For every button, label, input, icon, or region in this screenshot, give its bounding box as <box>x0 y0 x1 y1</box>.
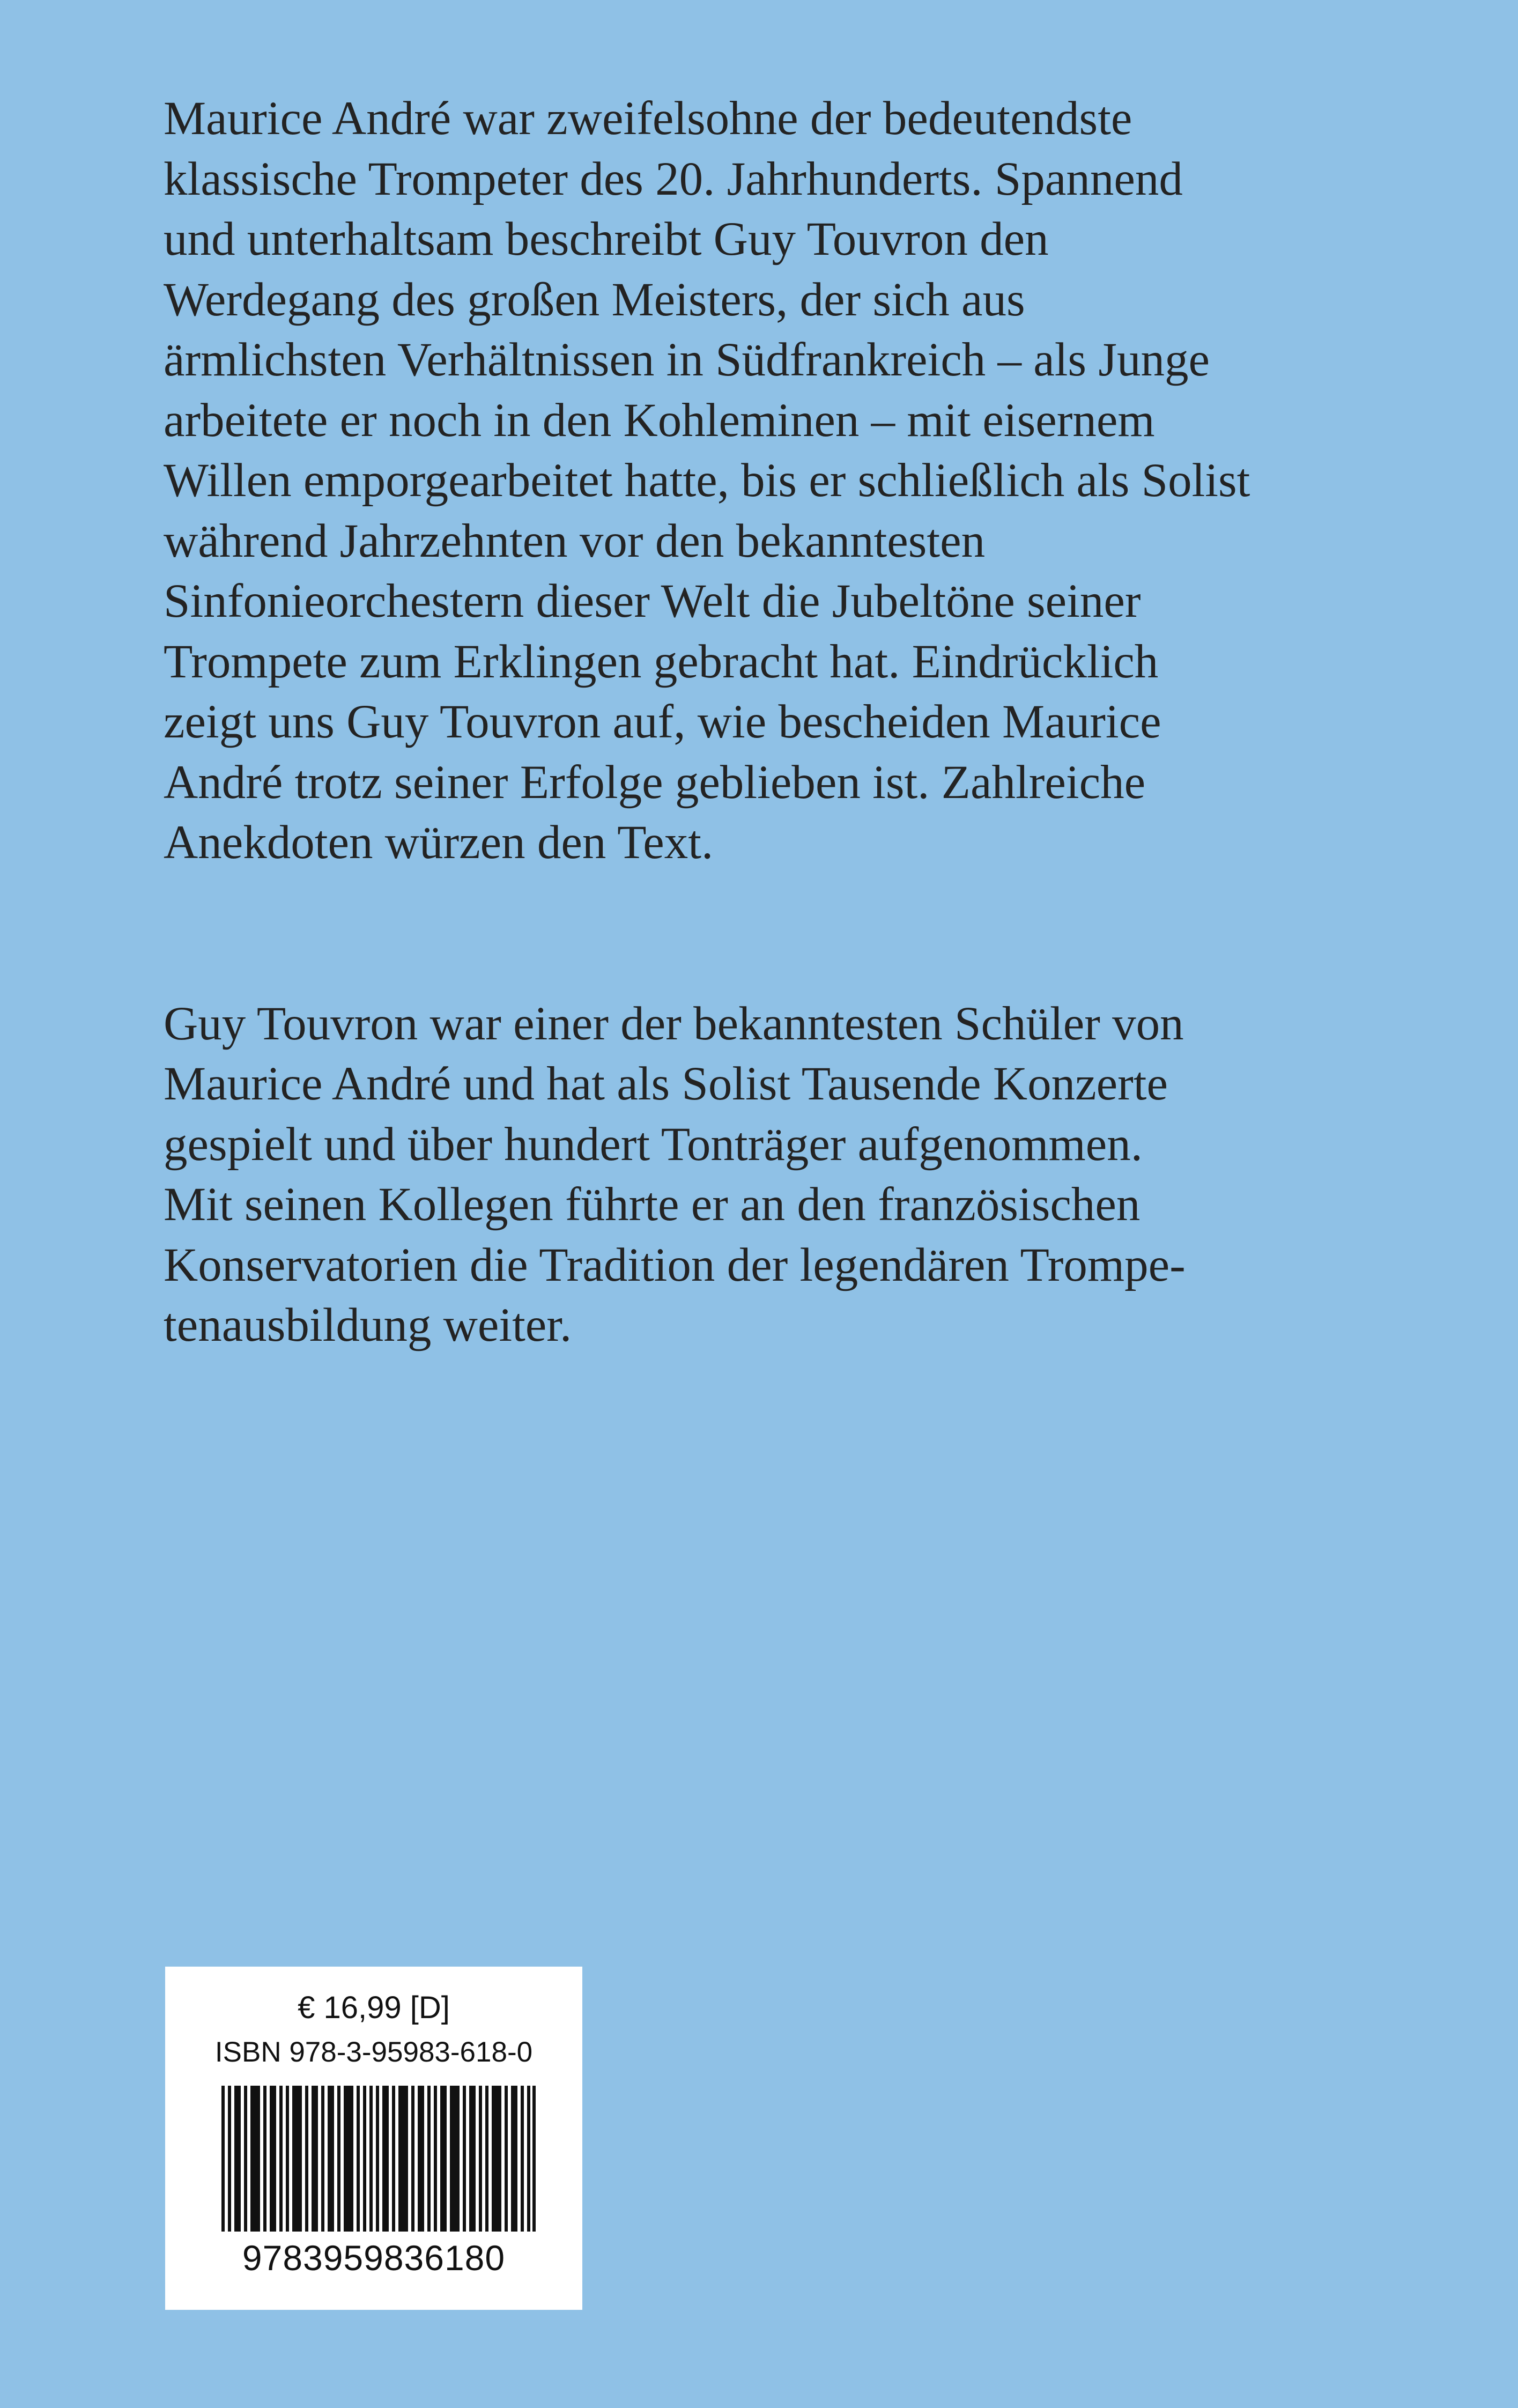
barcode-icon <box>221 2086 536 2232</box>
description-line: klassische Trompeter des 20. Jahrhunderts. Spannend <box>164 152 1183 205</box>
author-bio-line: Mit seinen Kollegen führte er an den französischen <box>164 1178 1141 1231</box>
description-line: ärmlichsten Verhältnissen in Südfrankreich – als Junge <box>164 334 1210 386</box>
description-line: Willen emporgearbeitet hatte, bis er schließlich als Solist <box>164 454 1250 507</box>
description-line: und unterhaltsam beschreibt Guy Touvron den <box>164 213 1049 265</box>
description-line: André trotz seiner Erfolge geblieben ist. Zahlreiche <box>164 756 1146 809</box>
author-bio-line: Konservatorien die Tradition der legendären Trompe- <box>164 1238 1186 1291</box>
description-line: während Jahrzehnten vor den bekanntesten <box>164 514 986 567</box>
description-line: Werdegang des großen Meisters, der sich aus <box>164 273 1025 326</box>
ean-number: 9783959836180 <box>242 2238 506 2278</box>
author-bio-line: Maurice André und hat als Solist Tausende Konzerte <box>164 1058 1168 1110</box>
back-cover-description <box>164 88 1375 1356</box>
description-line: Sinfonieorchestern dieser Welt die Jubeltöne seiner <box>164 575 1141 627</box>
author-bio-line: Guy Touvron war einer der bekanntesten Schüler von <box>164 997 1184 1050</box>
description-line: Maurice André war zweifelsohne der bedeutendste <box>164 92 1132 145</box>
barcode-label <box>165 1967 582 2310</box>
isbn-text: ISBN 978-3-95983-618-0 <box>214 2036 533 2068</box>
description-line: Trompete zum Erklingen gebracht hat. Eindrücklich <box>164 635 1159 688</box>
paragraph-spacer <box>164 873 1375 994</box>
description-line: arbeitete er noch in den Kohleminen – mit eisernem <box>164 394 1155 447</box>
price-text: € 16,99 [D] <box>298 1990 450 2025</box>
author-bio-line: gespielt und über hundert Tonträger aufgenommen. <box>164 1118 1143 1171</box>
description-line: Anekdoten würzen den Text. <box>164 816 714 869</box>
description-line: zeigt uns Guy Touvron auf, wie bescheiden Maurice <box>164 696 1161 748</box>
author-bio-line: tenausbildung weiter. <box>164 1299 572 1351</box>
